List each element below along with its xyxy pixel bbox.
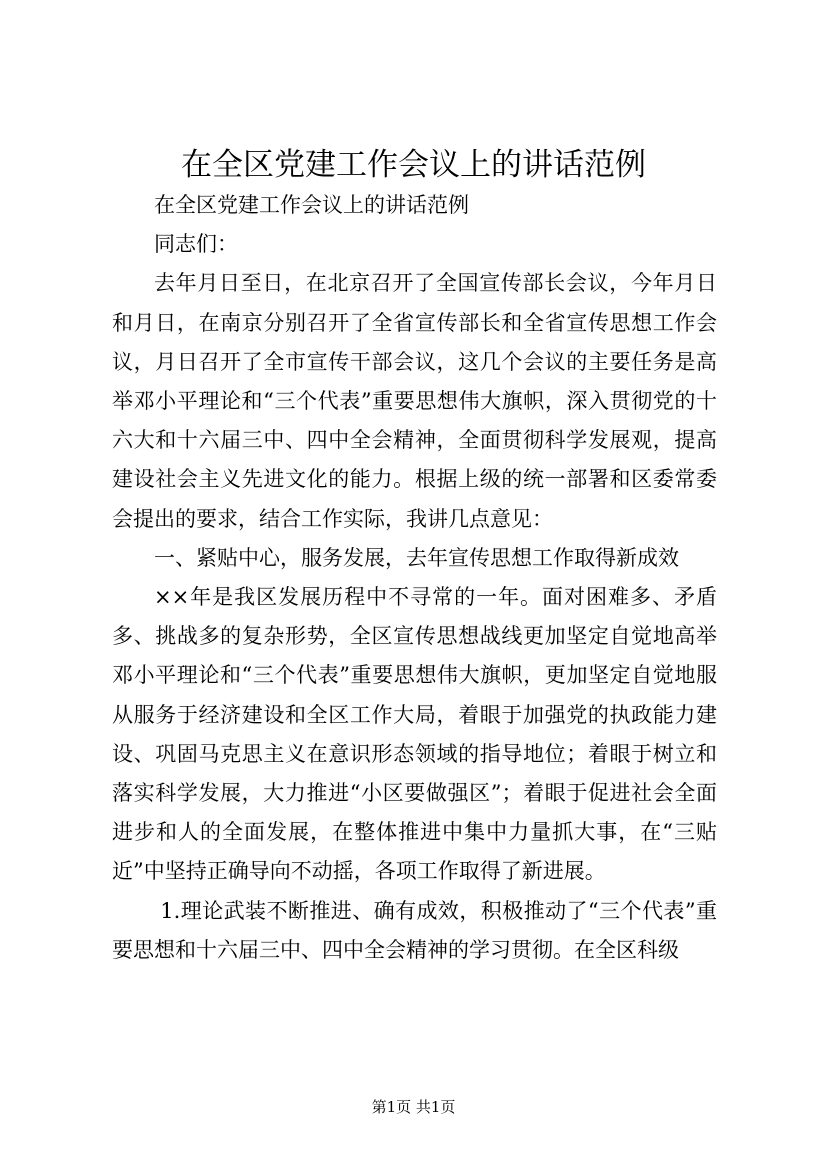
section-heading-1: 一、紧贴中心，服务发展，去年宣传思想工作取得新成效: [154, 545, 679, 570]
document-title: 在全区党建工作会议上的讲话范例: [181, 147, 646, 183]
page-footer: 第1页 共1页: [371, 1098, 456, 1116]
intro-paragraph: 去年月日至日，在北京召开了全国宣传部长会议，今年月日和月日，在南京分别召开了全省宣传部长和全省宣传思想工作会议，月日召开了全市宣传干部会议，这几个会议的主要任务是高举邓小平理论和“三个代表”重要思想伟大旗帜，深入贯彻党的十六大和十六届三中、四中全会精神，全面贯彻科学发展观，提高建设社会主义先进文化的能力。根据上级的统一部署和区委常委会提出的要求，结合工作实际，我讲几点意见：: [112, 271, 717, 531]
section-1-paragraph: ××年是我区发展历程中不寻常的一年。面对困难多、矛盾多、挑战多的复杂形势，全区宣传思想战线更加坚定自觉地高举邓小平理论和“三个代表”重要思想伟大旗帜，更加坚定自觉地服从服务于经济建设和全区工作大局，着眼于加强党的执政能力建设、巩固马克思主义在意识形态领域的指导地位；着眼于树立和落实科学发展，大力推进“小区要做强区”；着眼于促进社会全面进步和人的全面发展，在整体推进中集中力量抓大事，在“三贴近”中坚持正确导向不动摇，各项工作取得了新进展。: [112, 585, 717, 884]
document-body: [112, 186, 717, 970]
numbered-item-1: 1.理论武装不断推进、确有成效，积极推动了“三个代表”重要思想和十六届三中、四中全会精神的学习贯彻。在全区科级: [112, 898, 717, 962]
subtitle-paragraph: 在全区党建工作会议上的讲话范例: [154, 193, 469, 217]
salutation-paragraph: 同志们：: [154, 232, 238, 257]
